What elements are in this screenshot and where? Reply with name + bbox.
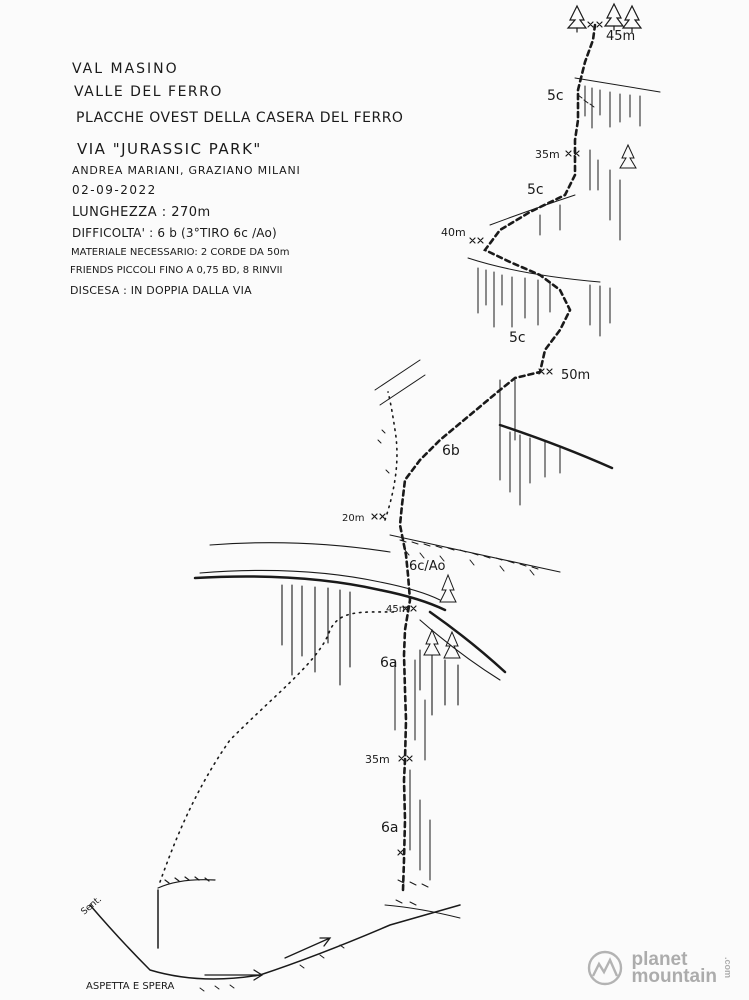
start-note: ASPETTA E SPERA bbox=[86, 981, 175, 992]
rock-ledge bbox=[468, 258, 610, 336]
route-difficulty: DIFFICOLTA' : 6 b (3°TIRO 6c /Ao) bbox=[72, 226, 277, 240]
pitch-grade-label: 5c bbox=[527, 182, 544, 198]
route-name: VIA "JURASSIC PARK" bbox=[77, 140, 262, 158]
belay-marker bbox=[372, 514, 385, 519]
gear-list-line-1: MATERIALE NECESSARIO: 2 CORDE DA 50m bbox=[71, 247, 290, 258]
pitch-length-label: 35m bbox=[365, 753, 390, 766]
first-ascensionists: ANDREA MARIANI, GRAZIANO MILANI bbox=[72, 164, 301, 177]
ascent-date: 02-09-2022 bbox=[72, 183, 157, 197]
pitch-grade-label: 6c/Ao bbox=[409, 559, 446, 574]
tree-icon bbox=[620, 145, 636, 168]
pitch-grade-label: 5c bbox=[509, 330, 526, 346]
brand-suffix: .com bbox=[723, 957, 733, 979]
brand-line-1: planet bbox=[631, 949, 688, 970]
gear-list-line-2: FRIENDS PICCOLI FINO A 0,75 BD, 8 RINVII bbox=[70, 265, 283, 276]
boulder-feature bbox=[158, 877, 215, 888]
valley-title: VALLE DEL FERRO bbox=[74, 84, 223, 100]
flake-feature bbox=[375, 360, 425, 473]
pitch-length-label: 50m bbox=[561, 368, 591, 383]
descent-info: DISCESA : IN DOPPIA DALLA VIA bbox=[70, 284, 252, 297]
tree-icon bbox=[605, 4, 623, 30]
region-title: VAL MASINO bbox=[72, 61, 179, 77]
route-line bbox=[400, 25, 595, 890]
roof-overhang bbox=[195, 535, 560, 715]
wall-title: PLACCHE OVEST DELLA CASERA DEL FERRO bbox=[76, 110, 404, 126]
route-length: LUNGHEZZA : 270m bbox=[72, 205, 211, 220]
pitch-length-label: 45m bbox=[386, 604, 409, 615]
rock-ledge bbox=[500, 380, 612, 505]
pitch-length-label: 40m bbox=[441, 226, 466, 239]
descent-line bbox=[160, 612, 395, 882]
path-label: Sent. bbox=[79, 894, 104, 918]
pitch-grade-label: 5c bbox=[547, 88, 564, 104]
belay-marker bbox=[398, 850, 403, 855]
belay-marker bbox=[566, 151, 579, 156]
tree-icon bbox=[424, 575, 460, 658]
descent-line bbox=[385, 392, 397, 520]
belay-marker bbox=[470, 238, 483, 243]
pitch-length-label: 35m bbox=[535, 148, 560, 161]
pitch-grade-label: 6b bbox=[442, 443, 460, 459]
rock-ledge bbox=[575, 78, 660, 128]
pitch-grade-label: 6a bbox=[380, 655, 398, 671]
ground-line bbox=[90, 905, 460, 979]
rock-ledge bbox=[490, 150, 620, 240]
tree-icon bbox=[568, 6, 586, 32]
pillar-feature bbox=[385, 660, 460, 918]
brand-line-2: mountain bbox=[631, 966, 717, 987]
pitch-length-label: 45m bbox=[606, 29, 636, 44]
pitch-length-label: 20m bbox=[342, 513, 365, 524]
pitch-grade-label: 6a bbox=[381, 820, 399, 836]
planetmountain-logo-icon bbox=[584, 950, 626, 986]
planetmountain-watermark bbox=[584, 950, 734, 986]
approach-arrow bbox=[285, 938, 330, 958]
